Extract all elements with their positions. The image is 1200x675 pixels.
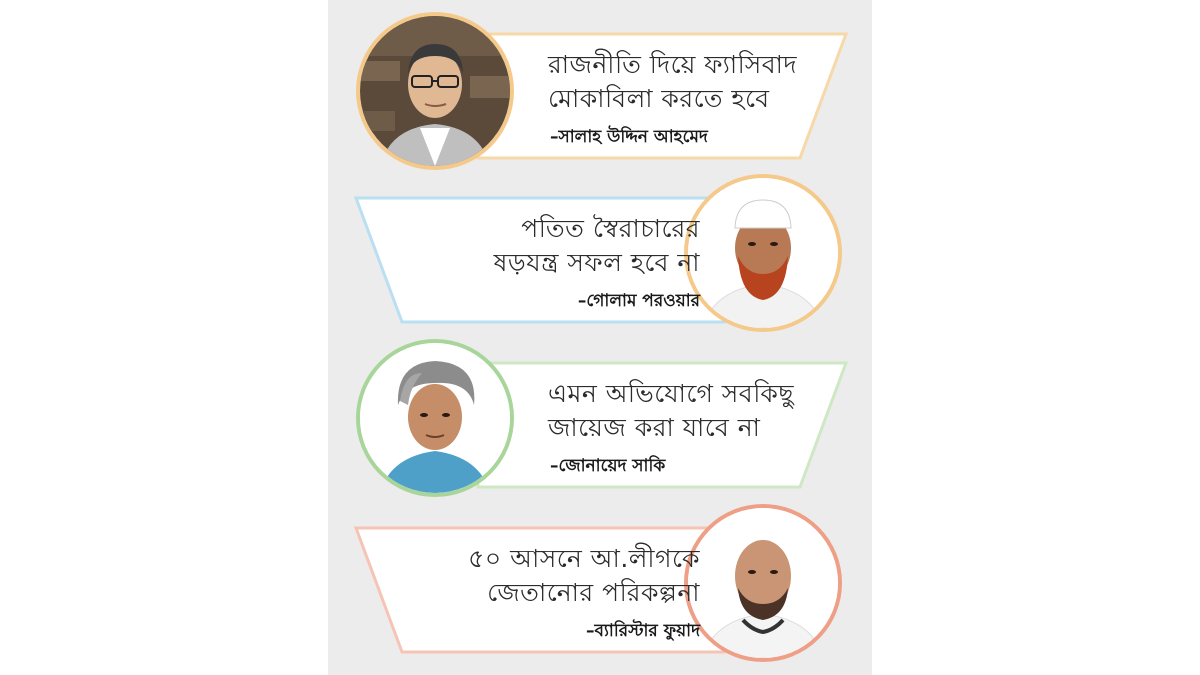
quote-author-3: –জোনায়েদ সাকি — [550, 456, 666, 476]
quote-card-1 — [328, 6, 872, 174]
quote-card-2 — [328, 170, 872, 338]
quote-author-2: –গোলাম পরওয়ার — [577, 291, 700, 311]
quote-line: রাজনীতি দিয়ে ফ্যাসিবাদ — [548, 50, 798, 79]
quote-line: মোকাবিলা করতে হবে — [548, 84, 770, 113]
quote-line: পতিত স্বৈরাচারের — [521, 214, 700, 243]
quote-line: ৫০ আসনে আ.লীগকে — [468, 544, 700, 573]
quote-line: জেতানোর পরিকল্পনা — [487, 578, 700, 607]
man-bald-beard-portrait-icon — [688, 508, 838, 658]
man-grey-hair-portrait-icon — [360, 343, 510, 493]
portrait-barrister-fuad — [684, 504, 842, 662]
man-cap-beard-portrait-icon — [688, 178, 838, 328]
portrait-golam-porwar — [684, 174, 842, 332]
quote-author-4: –ব্যারিস্টার ফুয়াদ — [586, 621, 700, 641]
quote-line: ষড়যন্ত্র সফল হবে না — [493, 248, 700, 277]
quote-line: এমন অভিযোগে সবকিছু — [548, 379, 794, 408]
portrait-zonayed-saki — [356, 339, 514, 497]
quote-card-4 — [328, 500, 872, 668]
quote-text-2 — [494, 212, 700, 280]
quote-line: জায়েজ করা যাবে না — [548, 413, 761, 442]
man-glasses-portrait-icon — [360, 16, 510, 166]
quote-author-1: –সালাহ উদ্দিন আহমেদ — [550, 127, 708, 147]
quotes-panel — [328, 0, 872, 675]
quote-card-3 — [328, 335, 872, 503]
portrait-salah-uddin — [356, 12, 514, 170]
quote-text-3 — [548, 377, 794, 445]
quote-text-1 — [548, 48, 797, 116]
quote-text-4 — [468, 542, 700, 610]
